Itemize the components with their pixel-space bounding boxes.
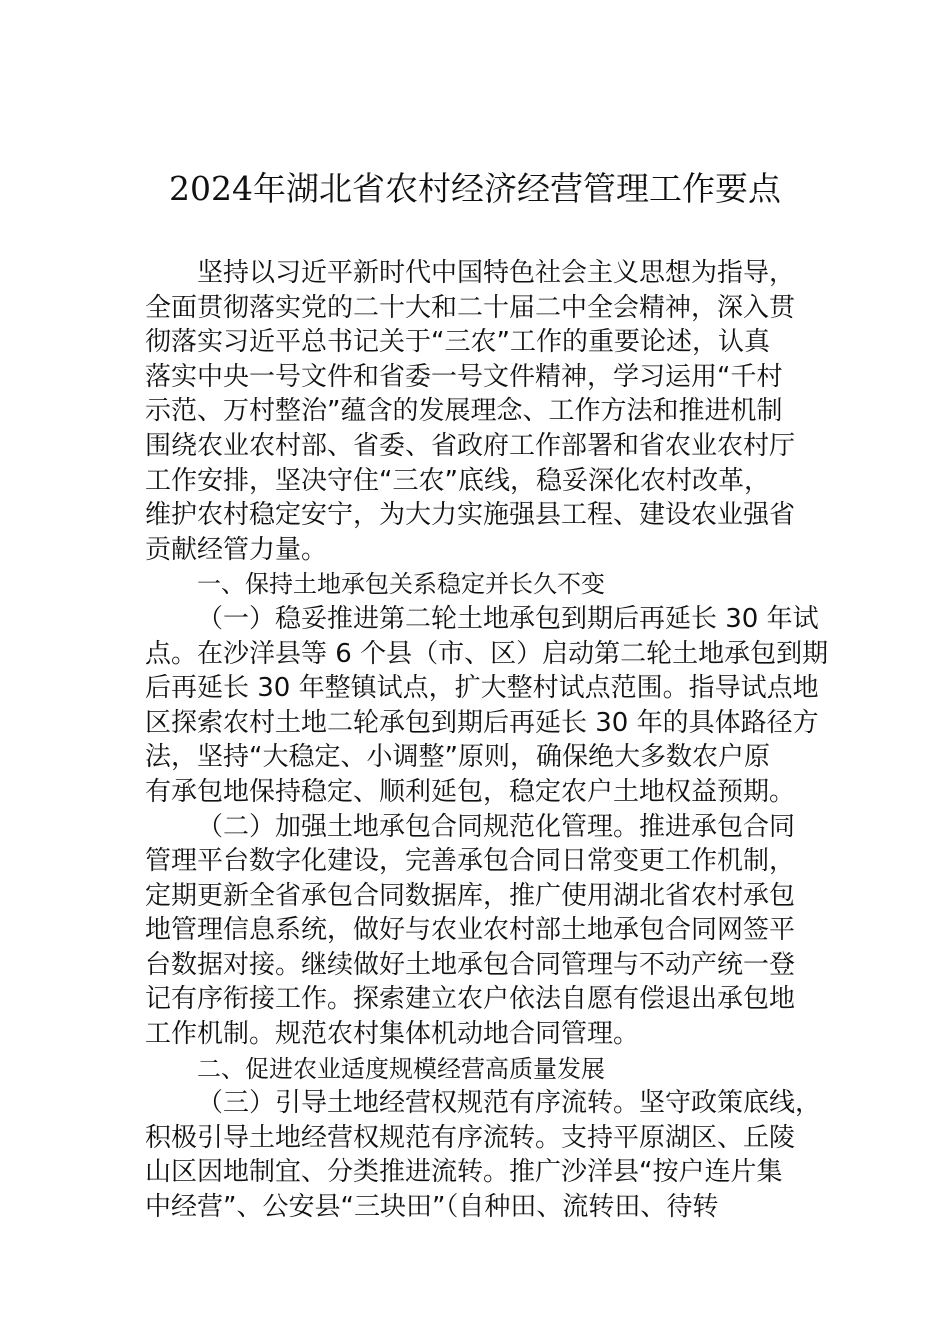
paragraph-line: 坚持以习近平新时代中国特色社会主义思想为指导， [197, 258, 796, 288]
paragraph-line: 工作机制。规范农村集体机动地合同管理。 [145, 1019, 640, 1050]
paragraph-line: 台数据对接。继续做好土地承包合同管理与不动产统一登 [145, 949, 796, 980]
paragraph-line: 地管理信息系统，做好与农业农村部土地承包合同网签平 [145, 915, 796, 946]
paragraph-line: 维护农村稳定安宁，为大力实施强县工程、建设农业强省 [145, 500, 796, 531]
paragraph-line: 中经营”、公安县“三块田”（自种田、流转田、待转 [145, 1192, 719, 1223]
paragraph-line: 管理平台数字化建设，完善承包合同日常变更工作机制， [145, 846, 796, 877]
paragraph-line: 记有序衔接工作。探索建立农户依法自愿有偿退出承包地 [145, 984, 796, 1015]
paragraph-line: 工作安排，坚决守住“三农”底线，稳妥深化农村改革， [145, 465, 770, 496]
paragraph-line: 贡献经管力量。 [145, 534, 328, 565]
paragraph-line: 有承包地保持稳定、顺利延包，稳定农户土地权益预期。 [145, 776, 796, 807]
paragraph-line: 法，坚持“大稳定、小调整”原则，确保绝大多数农户原 [145, 742, 770, 773]
paragraph-line: （三）引导土地经营权规范有序流转。坚守政策底线， [197, 1088, 822, 1119]
paragraph-line: 点。在沙洋县等 6 个县（市、区）启动第二轮土地承包到期 [145, 638, 829, 669]
paragraph-line: 定期更新全省承包合同数据库，推广使用湖北省农村承包 [145, 880, 796, 911]
paragraph-line: 后再延长 30 年整镇试点，扩大整村试点范围。指导试点地 [145, 673, 819, 704]
paragraph-line: （一）稳妥推进第二轮土地承包到期后再延长 30 年试 [197, 603, 819, 634]
paragraph-line: 示范、万村整治”蕴含的发展理念、工作方法和推进机制 [145, 396, 783, 427]
paragraph-line: 积极引导土地经营权规范有序流转。支持平原湖区、丘陵 [145, 1122, 796, 1153]
paragraph-line: 区探索农村土地二轮承包到期后再延长 30 年的具体路径方 [145, 707, 819, 738]
paragraph-line: 落实中央一号文件和省委一号文件精神，学习运用“千村 [145, 361, 783, 392]
paragraph-line: 山区因地制宜、分类推进流转。推广沙洋县“按户连片集 [145, 1157, 783, 1188]
paragraph-line: （二）加强土地承包合同规范化管理。推进承包合同 [197, 811, 796, 842]
section-heading: 二、促进农业适度规模经营高质量发展 [197, 1054, 605, 1083]
paragraph-line: 彻落实习近平总书记关于“三农”工作的重要论述，认真 [145, 327, 770, 358]
section-heading: 一、保持土地承包关系稳定并长久不变 [197, 570, 605, 599]
document-body [145, 256, 835, 1225]
paragraph-line: 围绕农业农村部、省委、省政府工作部署和省农业农村厅 [145, 430, 796, 461]
paragraph-line: 全面贯彻落实党的二十大和二十届二中全会精神，深入贯 [145, 292, 796, 323]
document-title: 2024年湖北省农村经济经营管理工作要点 [169, 169, 781, 208]
